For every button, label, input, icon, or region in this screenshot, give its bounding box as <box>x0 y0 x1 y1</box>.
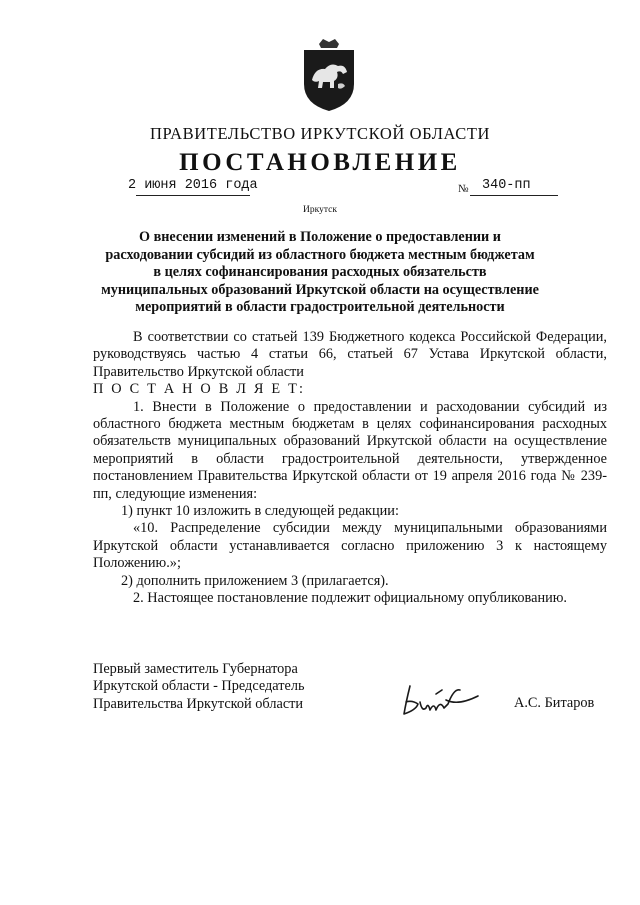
preamble-paragraph: В соответствии со статьей 139 Бюджетного кодекса Российской Федерации, руководствуясь частью 4 статьи 66, статьей 67 Устава Иркутской области, Правительство Иркутской области <box>93 329 607 380</box>
document-date: 2 июня 2016 года <box>128 178 258 193</box>
signer-position-line-2: Иркутской области - Председатель <box>93 678 305 695</box>
item-1-2-paragraph: 2) дополнить приложением 3 (прилагается). <box>121 572 389 589</box>
document-subject: О внесении изменений в Положение о предоставлении и расходовании субсидий из областного бюджета местным бюджетам в целях софинансирования расходных обязательств муниципальных образований Иркутской области на осуществление мероприятий в области градостроительной деятельности <box>101 229 539 315</box>
signer-position-line-3: Правительства Иркутской области <box>93 695 304 712</box>
document-body <box>93 329 607 608</box>
government-name: ПРАВИТЕЛЬСТВО ИРКУТСКОЙ ОБЛАСТИ <box>149 124 491 143</box>
signer-name: А.С. Битаров <box>514 695 595 711</box>
signer-position <box>93 661 305 713</box>
document-type: ПОСТАНОВЛЕНИЕ <box>179 149 461 176</box>
signer-position-line-1: Первый заместитель Губернатора <box>93 661 298 677</box>
handwritten-signature <box>396 680 492 720</box>
document-number: 340-пп <box>482 178 531 193</box>
number-underline <box>470 195 558 196</box>
coat-of-arms-icon <box>301 38 357 112</box>
item-1-1-paragraph: 1) пункт 10 изложить в следующей редакции: <box>121 503 399 520</box>
item-2-paragraph: 2. Настоящее постановление подлежит официальному опубликованию. <box>133 590 568 607</box>
city: Иркутск <box>303 205 337 215</box>
item-1-paragraph: 1. Внести в Положение о предоставлении и расходовании субсидий из областного бюджета местным бюджетам в целях софинансирования расходных обязательств муниципальных образований Иркутской области на осуществление мероприятий в области градостроительной деятельности, утвержденное постановлением Правительства Иркутской области от 19 апреля 2016 года № 239-пп, следующие изменения: <box>93 398 607 502</box>
item-1-1-quote-paragraph: «10. Распределение субсидии между муниципальными образованиями Иркутской области устанавливается согласно приложению 3 к настоящему Положению.»; <box>93 520 607 572</box>
date-underline <box>136 195 250 196</box>
resolves-heading: П О С Т А Н О В Л Я Е Т: <box>93 381 306 398</box>
number-sign: № <box>458 183 469 195</box>
